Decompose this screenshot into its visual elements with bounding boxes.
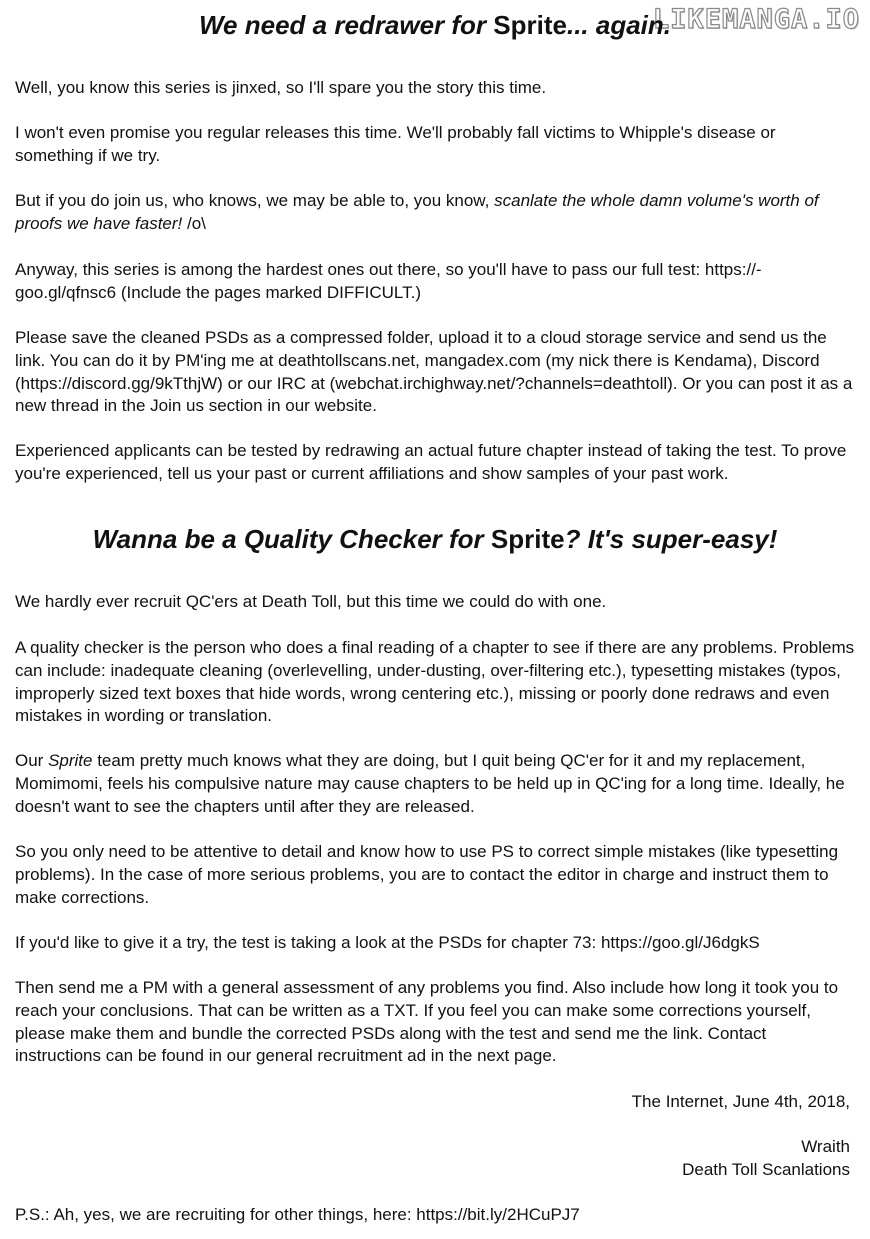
qc-paragraph-5: If you'd like to give it a try, the test is taking a look at the PSDs for chapter 73: https://goo.gl/J6dgkS	[15, 933, 760, 952]
postscript: P.S.: Ah, yes, we are recruiting for other things, here: https://bit.ly/2HCuPJ7	[15, 1205, 580, 1224]
redrawer-heading	[0, 10, 870, 41]
redrawer-paragraph-3-plain: But if you do join us, who knows, we may be able to, you know,	[15, 191, 495, 210]
quality-checker-heading-title: Sprite	[490, 524, 565, 554]
quality-checker-heading-main: Wanna be a Quality Checker for	[92, 524, 491, 554]
redrawer-paragraph-2: I won't even promise you regular releases this time. We'll probably fall victims to Whipple's disease or something if we try.	[15, 123, 776, 165]
redrawer-heading-title: Sprite	[493, 10, 567, 40]
qc-paragraph-3-lead: Our	[15, 751, 49, 770]
site-watermark: LIKEMANGA.IO	[652, 4, 860, 35]
quality-checker-heading-tail: ? It's super-easy!	[564, 524, 778, 554]
quality-checker-heading	[0, 524, 870, 555]
redrawer-paragraph-3	[15, 190, 855, 236]
redrawer-paragraph-3-italic: scanlate the whole damn volume's worth of proofs we have faster!	[15, 191, 819, 233]
qc-paragraph-1: We hardly ever recruit QC'ers at Death Toll, but this time we could do with one.	[15, 592, 607, 611]
redrawer-paragraph-5: Please save the cleaned PSDs as a compressed folder, upload it to a cloud storage service and send us the link. You can do it by PM'ing me at deathtollscans.net, mangadex.com (my nick there is Kendama), Discord (https://discord.gg/9kTthjW) or our IRC at (webchat.irchighway.net/?channels=deathtoll). Or you can post it as a new thread in the Join us section in our website.	[15, 328, 853, 416]
redrawer-paragraph-3-tail: /o\	[182, 213, 206, 233]
redrawer-paragraph-6: Experienced applicants can be tested by redrawing an actual future chapter instead of taking the test. To prove you're experienced, tell us your past or current affiliations and show samples of your past work.	[15, 441, 847, 483]
qc-paragraph-3-title: Sprite	[48, 751, 93, 770]
qc-paragraph-4: So you only need to be attentive to detail and know how to use PS to correct simple mistakes (like typesetting problems). In the case of more serious problems, you are to contact the editor in charge and instruct them to make corrections.	[15, 842, 839, 907]
qc-paragraph-3-rest: team pretty much knows what they are doing, but I quit being QC'er for it and my replacement, Momimomi, feels his compulsive nature may cause chapters to be held up in QC'ing for a long time. Ideally, he doesn't want to see the chapters until after they are released.	[15, 751, 845, 816]
redrawer-paragraph-1: Well, you know this series is jinxed, so I'll spare you the story this time.	[15, 78, 547, 97]
signoff-name: Wraith	[801, 1137, 850, 1156]
redrawer-heading-tail: ... again.	[566, 10, 671, 40]
redrawer-paragraph-4: Anyway, this series is among the hardest ones out there, so you'll have to pass our full test: https://-goo.gl/qfnsc6 (Include the pages marked DIFFICULT.)	[15, 260, 762, 302]
qc-paragraph-6: Then send me a PM with a general assessment of any problems you find. Also include how long it took you to reach your conclusions. That can be written as a TXT. If you feel you can make some corrections yourself, please make them and bundle the corrected PSDs along with the test and send me the link. Contact instructions can be found in our general recruitment ad in the next page.	[15, 978, 839, 1066]
signoff-date: The Internet, June 4th, 2018,	[631, 1092, 850, 1111]
qc-paragraph-2: A quality checker is the person who does a final reading of a chapter to see if there are any problems. Problems can include: inadequate cleaning (overlevelling, under-dusting, over-filtering etc.), typesetting mistakes (typos, improperly sized text boxes that hide words, wrong centering etc.), missing or poorly done redraws and even mistakes in wording or translation.	[15, 638, 855, 726]
signoff-group: Death Toll Scanlations	[682, 1160, 850, 1179]
redrawer-heading-main: We need a redrawer for	[198, 10, 494, 40]
qc-paragraph-3	[15, 750, 855, 818]
